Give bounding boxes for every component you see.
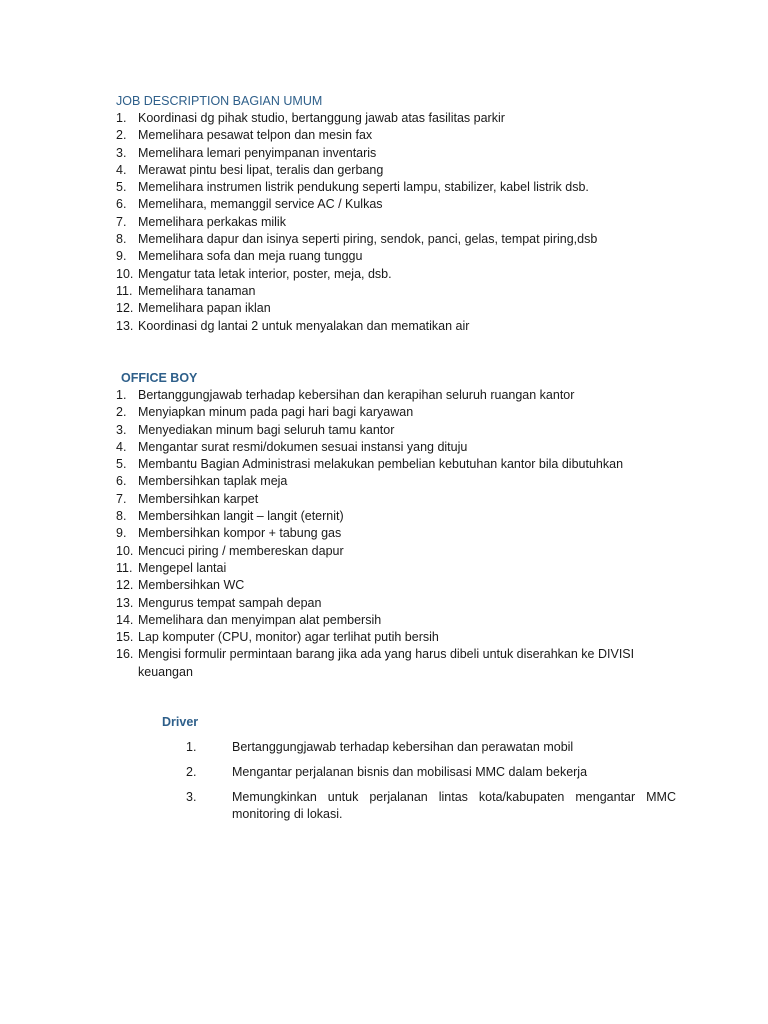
list-item-text: Membantu Bagian Administrasi melakukan pembelian kebutuhan kantor bila dibutuhkan <box>138 457 624 472</box>
list-item-number: 2. <box>116 128 127 143</box>
list-item-number: 15. <box>116 630 134 645</box>
list-item-text: Lap komputer (CPU, monitor) agar terlihat putih bersih <box>138 630 439 645</box>
list-item <box>116 266 676 283</box>
list-item <box>116 491 656 508</box>
list-item <box>186 739 676 756</box>
office-boy-duty-list <box>116 387 656 681</box>
list-item <box>116 300 676 317</box>
list-item-text: Mengepel lantai <box>138 560 227 575</box>
list-item <box>116 231 676 248</box>
list-item <box>116 214 676 231</box>
list-item <box>116 560 656 577</box>
list-item <box>116 162 676 179</box>
list-item-text: Memelihara papan iklan <box>138 301 271 316</box>
list-item-number: 6. <box>116 197 127 212</box>
list-item <box>116 145 676 162</box>
list-item <box>116 179 676 196</box>
list-item-number: 1. <box>186 740 197 754</box>
list-item-number: 13. <box>116 595 134 610</box>
list-item-text: Memelihara tanaman <box>138 283 256 298</box>
list-item-text: Mencuci piring / membereskan dapur <box>138 543 344 558</box>
list-item-number: 10. <box>116 266 134 281</box>
list-item-number: 8. <box>116 232 127 247</box>
list-item <box>116 387 656 404</box>
list-item-text: Membersihkan karpet <box>138 491 259 506</box>
list-item-text: Membersihkan WC <box>138 578 245 593</box>
list-item-text: Menyediakan minum bagi seluruh tamu kantor <box>138 422 395 437</box>
list-item-number: 10. <box>116 543 134 558</box>
list-item-number: 2. <box>116 405 127 420</box>
list-item <box>116 248 676 265</box>
list-item-number: 2. <box>186 765 197 779</box>
list-item-number: 4. <box>116 439 127 454</box>
list-item-text: Memelihara instrumen listrik pendukung seperti lampu, stabilizer, kabel listrik dsb. <box>138 180 589 195</box>
list-item-text: Koordinasi dg pihak studio, bertanggung jawab atas fasilitas parkir <box>138 111 505 125</box>
list-item-number: 11. <box>116 283 133 298</box>
list-item-text: Koordinasi dg lantai 2 untuk menyalakan dan mematikan air <box>138 318 470 333</box>
list-item <box>116 543 656 560</box>
list-item-number: 12. <box>116 578 134 593</box>
list-item <box>116 577 656 594</box>
list-item <box>116 595 656 612</box>
list-item-text: Mengisi formulir permintaan barang jika ada yang harus dibeli untuk diserahkan ke DIVISI keuangan <box>138 647 635 679</box>
list-item-text: Bertanggungjawab terhadap kebersihan dan perawatan mobil <box>232 740 574 754</box>
list-item <box>116 422 656 439</box>
list-item-number: 9. <box>116 249 127 264</box>
list-item-number: 13. <box>116 318 134 333</box>
list-item <box>116 196 676 213</box>
list-item-number: 3. <box>116 422 127 437</box>
umum-section-title: JOB DESCRIPTION BAGIAN UMUM <box>116 94 323 108</box>
list-item-number: 14. <box>116 612 134 627</box>
list-item-text: Bertanggungjawab terhadap kebersihan dan kerapihan seluruh ruangan kantor <box>138 388 575 402</box>
list-item-text: Menyiapkan minum pada pagi hari bagi karyawan <box>138 405 414 420</box>
driver-duty-list <box>186 739 676 831</box>
list-item-text: Membersihkan langit – langit (eternit) <box>138 509 344 524</box>
list-item-number: 7. <box>116 491 127 506</box>
list-item-number: 6. <box>116 474 127 489</box>
list-item <box>186 764 676 781</box>
list-item-text: Memelihara dan menyimpan alat pembersih <box>138 612 382 627</box>
list-item-text: Mengurus tempat sampah depan <box>138 595 322 610</box>
list-item-text: Memungkinkan untuk perjalanan lintas kota/kabupaten mengantar MMC monitoring di lokasi. <box>232 790 676 821</box>
list-item-number: 1. <box>116 111 127 125</box>
list-item-number: 11. <box>116 560 133 575</box>
list-item-number: 16. <box>116 647 134 662</box>
list-item <box>116 283 676 300</box>
list-item <box>116 404 656 421</box>
list-item-text: Memelihara, memanggil service AC / Kulkas <box>138 197 383 212</box>
list-item <box>116 629 656 646</box>
list-item <box>116 110 676 127</box>
list-item <box>116 439 656 456</box>
list-item-text: Merawat pintu besi lipat, teralis dan gerbang <box>138 162 384 177</box>
list-item-text: Memelihara sofa dan meja ruang tunggu <box>138 249 363 264</box>
list-item <box>116 456 656 473</box>
list-item-number: 1. <box>116 388 127 402</box>
list-item-text: Membersihkan taplak meja <box>138 474 288 489</box>
list-item-number: 3. <box>116 145 127 160</box>
list-item-text: Mengantar perjalanan bisnis dan mobilisasi MMC dalam bekerja <box>232 765 588 779</box>
list-item-number: 4. <box>116 162 127 177</box>
list-item-number: 12. <box>116 301 134 316</box>
list-item <box>186 789 676 823</box>
list-item-number: 3. <box>186 790 197 804</box>
list-item <box>116 612 656 629</box>
list-item-text: Memelihara perkakas milik <box>138 214 286 229</box>
list-item-number: 7. <box>116 214 127 229</box>
list-item <box>116 508 656 525</box>
list-item-text: Memelihara dapur dan isinya seperti piring, sendok, panci, gelas, tempat piring,dsb <box>138 232 598 247</box>
list-item <box>116 473 656 490</box>
list-item-number: 5. <box>116 457 127 472</box>
list-item-text: Membersihkan kompor + tabung gas <box>138 526 342 541</box>
list-item-text: Memelihara pesawat telpon dan mesin fax <box>138 128 373 143</box>
list-item-number: 8. <box>116 509 127 524</box>
list-item-number: 5. <box>116 180 127 195</box>
list-item-text: Mengantar surat resmi/dokumen sesuai instansi yang dituju <box>138 439 468 454</box>
list-item <box>116 127 676 144</box>
umum-duty-list <box>116 110 676 335</box>
list-item-text: Memelihara lemari penyimpanan inventaris <box>138 145 377 160</box>
list-item-text: Mengatur tata letak interior, poster, meja, dsb. <box>138 266 392 281</box>
office-boy-section-title: OFFICE BOY <box>121 371 198 385</box>
list-item <box>116 525 656 542</box>
list-item-number: 9. <box>116 526 127 541</box>
driver-section-title: Driver <box>162 715 199 729</box>
list-item <box>116 318 676 335</box>
list-item <box>116 646 656 681</box>
